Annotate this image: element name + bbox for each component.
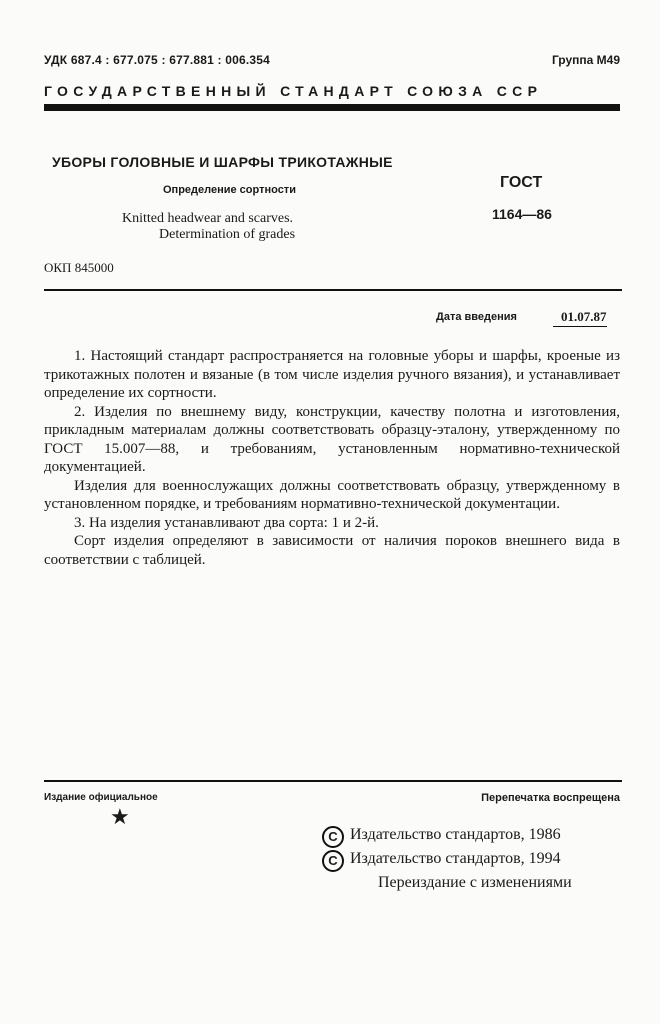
copyright-text-2: Издательство стандартов, 1994: [350, 850, 561, 867]
gost-label: ГОСТ: [500, 174, 543, 191]
copyright-text-1: Издательство стандартов, 1986: [350, 826, 561, 843]
copyright-line-2: [322, 850, 561, 872]
copyright-icon: C: [322, 850, 344, 872]
copyright-icon: C: [322, 826, 344, 848]
title-english-line2: Determination of grades: [159, 227, 296, 242]
state-standard-heading: ГОСУДАРСТВЕННЫЙ СТАНДАРТ СОЮЗА ССР: [44, 83, 543, 99]
paragraph: Изделия для военнослужащих должны соответствовать образцу, утвержденному в установленном порядке, и требованиям нормативно-технической документации.: [44, 477, 620, 512]
copyright-line-1: [322, 826, 561, 848]
okp-code: ОКП 845000: [44, 260, 114, 275]
star-icon: ★: [110, 804, 130, 829]
title-english-line1: Knitted headwear and scarves.: [122, 211, 294, 226]
group-code: Группа М49: [551, 53, 620, 67]
title-rule: [44, 289, 622, 291]
official-edition-label: Издание официальное: [44, 792, 158, 803]
gost-number: 1164—86: [492, 206, 552, 222]
reprint-prohibited-label: Перепечатка воспрещена: [481, 792, 620, 804]
udk-code: УДК 687.4 : 677.075 : 677.881 : 006.354: [44, 53, 271, 67]
footer-rule: [44, 780, 622, 782]
effective-date-label: Дата введения: [436, 311, 517, 323]
paragraph: 2. Изделия по внешнему виду, конструкции, качеству полотна и изготовления, прикладным материалам должны соответствовать образцу-эталону, утвержденному по ГОСТ 15.007—88, и требованиям, установленным нормативно-технической документацией.: [44, 403, 620, 475]
reissue-note: Переиздание с изменениями: [378, 874, 572, 891]
effective-date-value: 01.07.87: [553, 309, 607, 327]
paragraph: 1. Настоящий стандарт распространяется на головные уборы и шарфы, кроеные из трикотажных полотен и вязаные (в том числе изделия ручного вязания), и устанавливает определение их сортности.: [44, 348, 620, 401]
paragraph: Сорт изделия определяют в зависимости от наличия пороков внешнего вида в соответствии с таблицей.: [44, 533, 620, 568]
paragraph: 3. На изделия устанавливают два сорта: 1 и 2-й.: [74, 514, 379, 531]
title-english: [122, 211, 295, 243]
title-russian: УБОРЫ ГОЛОВНЫЕ И ШАРФЫ ТРИКОТАЖНЫЕ: [52, 154, 393, 170]
subtitle-russian: Определение сортности: [163, 184, 296, 196]
body-text: [44, 347, 620, 569]
header-rule: [44, 104, 620, 111]
